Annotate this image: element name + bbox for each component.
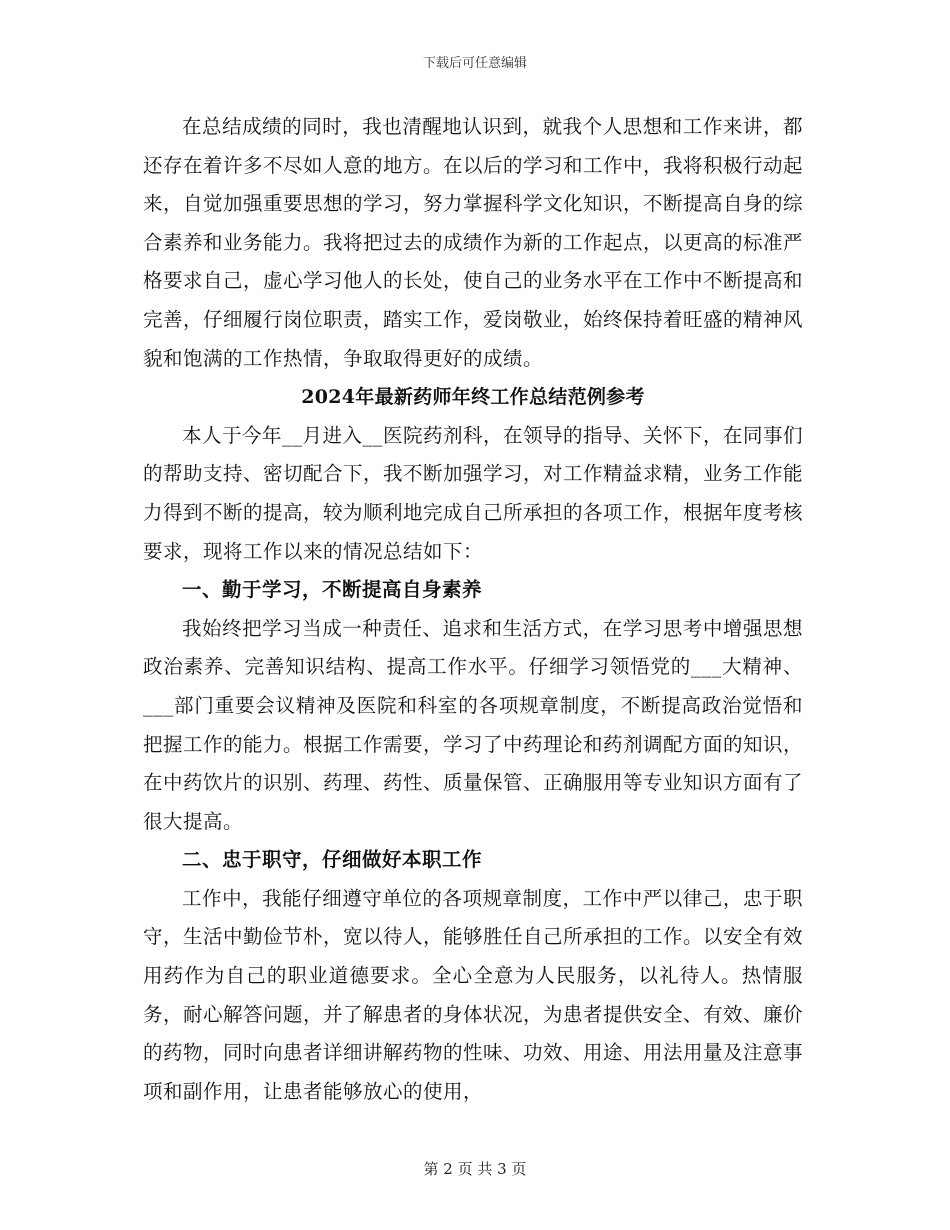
section-2-heading: 二、忠于职守，仔细做好本职工作 xyxy=(182,848,483,872)
intro-paragraph: 在总结成绩的同时，我也清醒地认识到，就我个人思想和工作来讲，都还存在着许多不尽如人意的地方。在以后的学习和工作中，我将积极行动起来，自觉加强重要思想的学习，努力掌握科学文化知识，不断提高自身的综合素养和业务能力。我将把过去的成绩作为新的工作起点，以更高的标准严格要求自己，虚心学习他人的长处，使自己的业务水平在工作中不断提高和完善，仔细履行岗位职责，踏实工作，爱岗敬业，始终保持着旺盛的精神风貌和饱满的工作热情，争取取得更好的成绩。 xyxy=(143,115,804,370)
section-1-heading: 一、勤于学习，不断提高自身素养 xyxy=(182,578,483,602)
section-1-paragraph: 我始终把学习当成一种责任、追求和生活方式，在学习思考中增强思想政治素养、完善知识结构、提高工作水平。仔细学习领悟党的___大精神、___部门重要会议精神及医院和科室的各项规章制度，不断提高政治觉悟和把握工作的能力。根据工作需要，学习了中药理论和药剂调配方面的知识，在中药饮片的识别、药理、药性、质量保管、正确服用等专业知识方面有了很大提高。 xyxy=(143,616,804,833)
page-header: 下载后可任意编辑 xyxy=(422,56,527,71)
document-title: 2024年最新药师年终工作总结范例参考 xyxy=(301,386,645,409)
opening-paragraph: 本人于今年__月进入__医院药剂科，在领导的指导、关怀下，在同事们的帮助支持、密切配合下，我不断加强学习，对工作精益求精，业务工作能力得到不断的提高，较为顺利地完成自己所承担的各项工作，根据年度考核要求，现将工作以来的情况总结如下： xyxy=(143,423,804,563)
page-number-footer: 第 2 页 共 3 页 xyxy=(423,1160,527,1178)
section-2-paragraph: 工作中，我能仔细遵守单位的各项规章制度，工作中严以律己，忠于职守，生活中勤俭节朴，宽以待人，能够胜任自己所承担的工作。以安全有效用药作为自己的职业道德要求。全心全意为人民服务，以礼待人。热情服务，耐心解答问题，并了解患者的身体状况，为患者提供安全、有效、廉价的药物，同时向患者详细讲解药物的性味、功效、用途、用法用量及注意事项和副作用，让患者能够放心的使用， xyxy=(143,886,804,1103)
document-body xyxy=(143,108,803,1111)
